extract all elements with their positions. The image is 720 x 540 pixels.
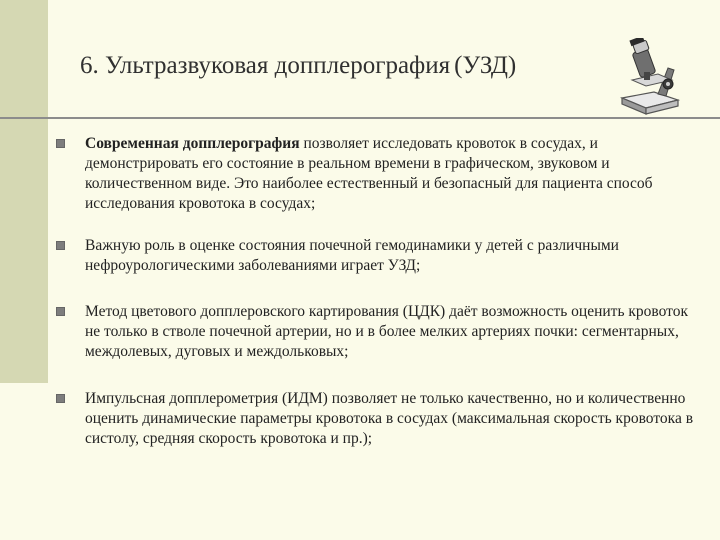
microscope-icon <box>618 38 690 116</box>
list-item-body: Важную роль в оценке состояния почечной гемодинамики у детей с различными нефроурологическими заболеваниями играет УЗД; <box>85 237 619 274</box>
slide-title <box>80 52 516 80</box>
left-accent-band <box>0 0 48 383</box>
title-divider <box>0 117 720 119</box>
square-bullet-icon <box>56 139 65 148</box>
list-item-body: позволяет исследовать кровоток в сосудах, и демонстрировать его состояние в реальном времени в графическом, звуковом и количественном виде. Это наиболее естественный и безопасный для пациента способ исследования кровотока в сосудах; <box>85 135 653 212</box>
list-item-text <box>85 302 701 362</box>
square-bullet-icon <box>56 307 65 316</box>
slide-title-text: Ультразвуковая допплерография <box>105 52 451 79</box>
slide-number: 6. <box>80 52 99 79</box>
list-item-body: Метод цветового допплеровского картирования (ЦДК) даёт возможность оценить кровоток не только в стволе почечной артерии, но и в более мелких артериях почки: сегментарных, междолевых, дуговых и междольковых; <box>85 303 689 360</box>
square-bullet-icon <box>56 394 65 403</box>
slide-title-abbr: (УЗД) <box>454 52 517 79</box>
list-item-bold: Современная допплерография <box>85 135 300 152</box>
list-item-text <box>85 389 701 449</box>
square-bullet-icon <box>56 241 65 250</box>
list-item-body: Импульсная допплерометрия (ИДМ) позволяет не только качественно, но и количественно оценить динамические параметры кровотока в сосудах (максимальная скорость кровотока в систолу, средняя скорость кровотока и пр.); <box>85 390 694 447</box>
list-item-text <box>85 134 701 214</box>
list-item-text <box>85 236 701 276</box>
